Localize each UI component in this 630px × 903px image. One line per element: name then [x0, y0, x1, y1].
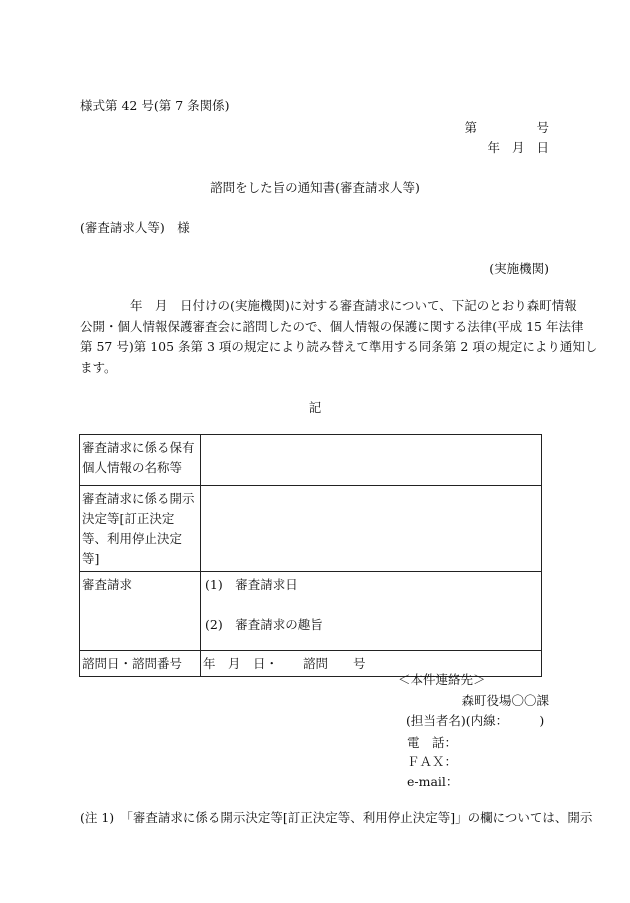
contact-department: 森町役場〇〇課 [461, 693, 549, 708]
contact-person: (担当者名)(内線： ) [406, 713, 545, 728]
row-label-request: 審査請求 [80, 572, 201, 651]
contact-email: e-mail： [407, 774, 459, 789]
contact-heading: ＜本件連絡先＞ [398, 672, 486, 687]
request-purpose-item: (2) 審査請求の趣旨 [205, 617, 323, 632]
row-value-personal-info [201, 435, 542, 486]
body-line: ます。 [80, 360, 117, 376]
issuing-agency: (実施機関) [489, 261, 549, 276]
detail-table [79, 434, 542, 677]
document-number-suffix: 号 [536, 120, 549, 135]
document-date: 年 月 日 [487, 140, 549, 155]
table-row [80, 435, 542, 486]
table-row [80, 572, 542, 651]
contact-phone: 電 話： [407, 735, 458, 750]
document-title: 諮問をした旨の通知書(審査請求人等) [210, 180, 420, 195]
row-value-request [201, 572, 542, 651]
body-line: 年 月 日付けの(実施機関)に対する審査請求について、下記のとおり森町情報 [80, 298, 577, 313]
contact-fax: ＦＡＸ： [407, 754, 458, 769]
body-line: 公開・個人情報保護審査会に諮問したので、個人情報の保護に関する法律(平成 15 年法律 [80, 318, 584, 334]
addressee: (審査請求人等) 様 [80, 220, 190, 235]
row-label-disclosure-decision: 審査請求に係る開示決定等[訂正決定等、利用停止決定等] [80, 486, 201, 572]
request-date-item: (1) 審査請求日 [205, 577, 298, 592]
row-value-disclosure-decision [201, 486, 542, 572]
row-label-consultation: 諮問日・諮問番号 [80, 651, 201, 677]
body-line: 第 57 号)第 105 条第 3 項の規定により読み替えて準用する同条第 2 項の規定により通知し [80, 339, 598, 355]
form-number: 様式第 42 号(第 7 条関係) [80, 98, 230, 113]
row-value-consultation: 年 月 日・ 諮問 号 [201, 651, 542, 677]
document-number-prefix: 第 [464, 120, 477, 135]
table-row [80, 486, 542, 572]
ki-heading: 記 [308, 400, 322, 415]
body-paragraph [80, 296, 598, 379]
footnote-1: (注 1) 「審査請求に係る開示決定等[訂正決定等、利用停止決定等]」の欄については、開示 [80, 810, 593, 825]
document-number [464, 118, 549, 136]
row-label-personal-info: 審査請求に係る保有個人情報の名称等 [80, 435, 201, 486]
